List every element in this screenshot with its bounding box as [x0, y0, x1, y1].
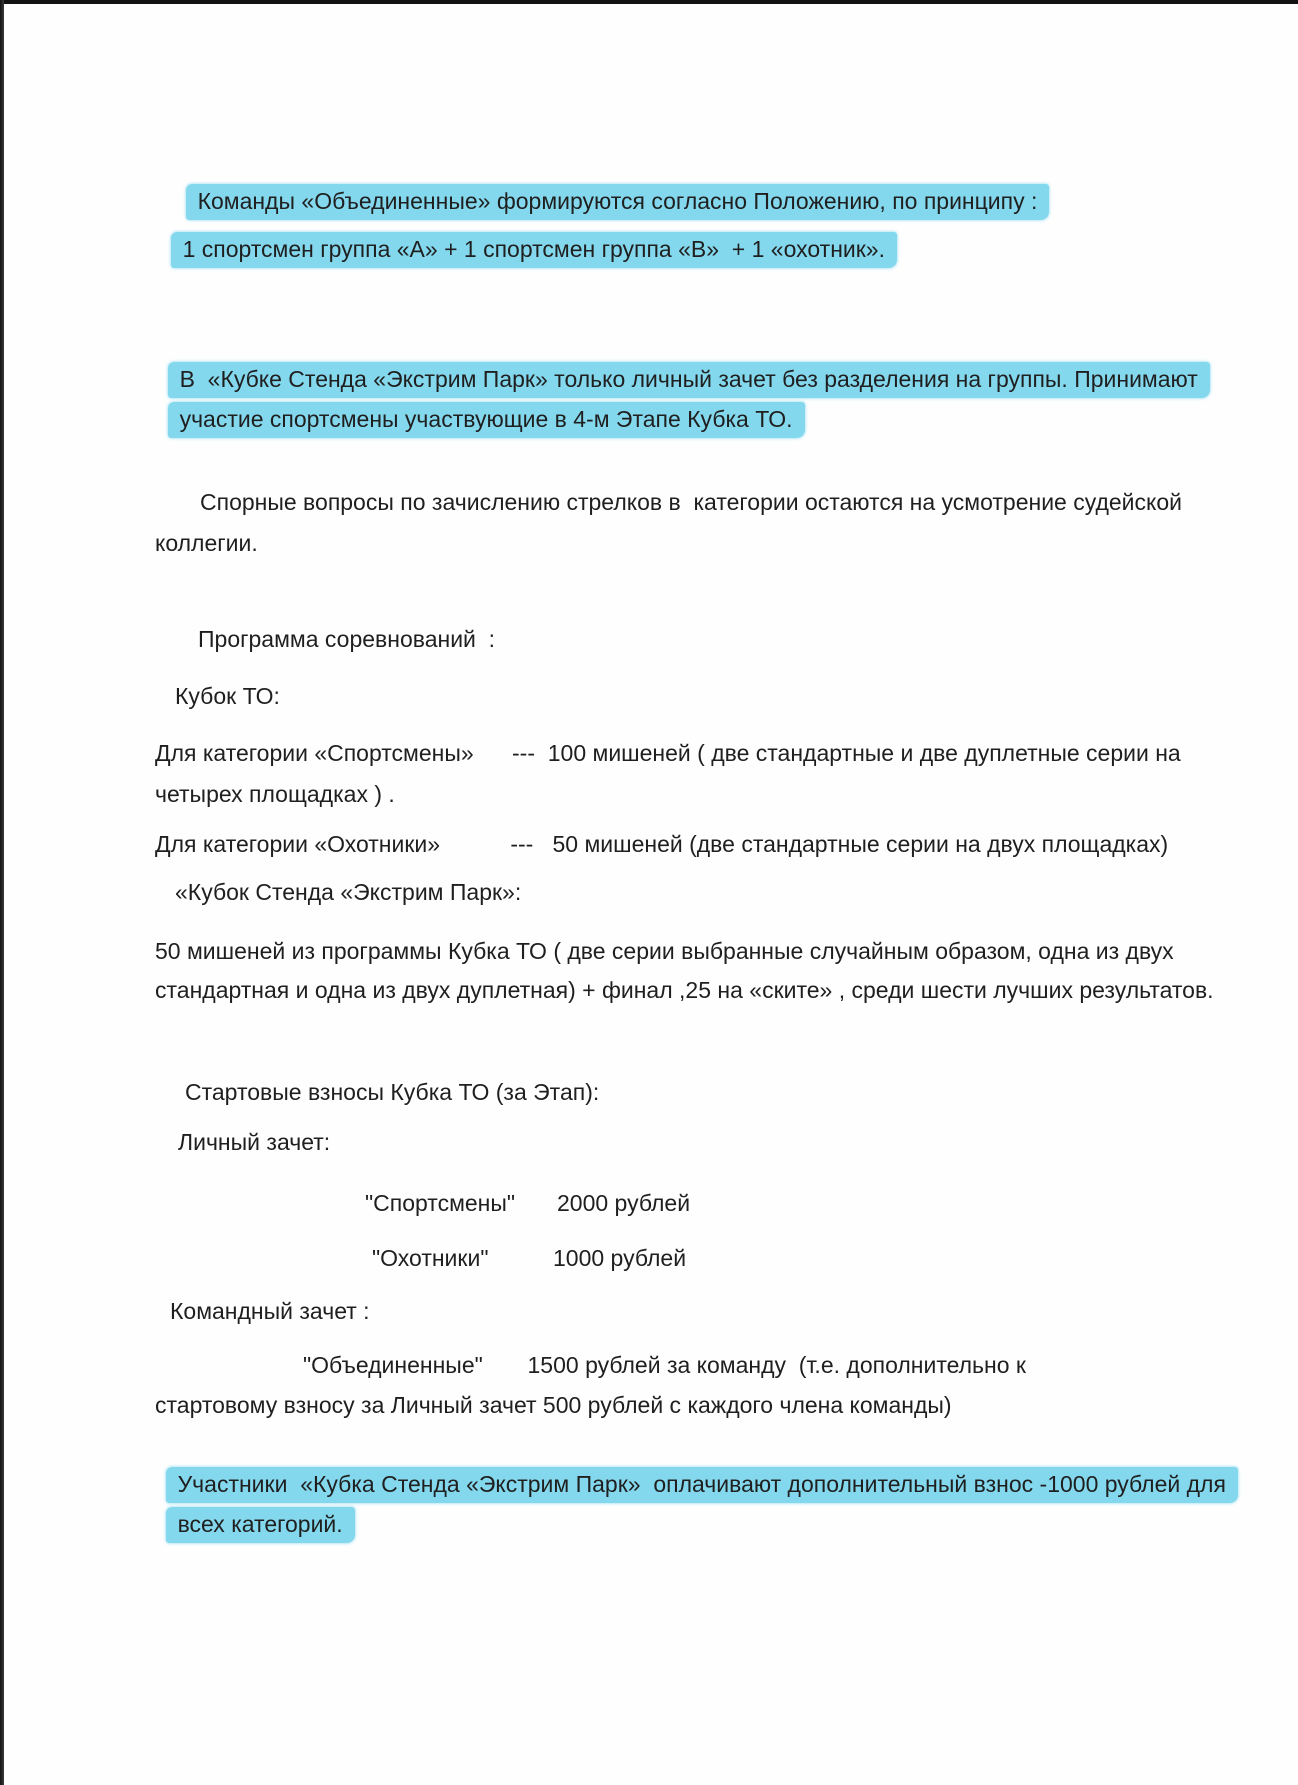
- fee-row-hunters-amount: 1000 рублей: [553, 1245, 687, 1271]
- team-fee-line1: "Объединенные" 1500 рублей за команду (т.е. дополнительно к: [303, 1352, 1026, 1378]
- paragraph-team-formula: [145, 203, 897, 296]
- program-title: Программа соревнований :: [198, 626, 496, 652]
- sportsmen-program-line2: четырех площадках ) .: [155, 781, 395, 807]
- fee-row-hunters-label: "Охотники": [372, 1245, 489, 1271]
- fees-title: Стартовые взносы Кубка ТО (за Этап):: [185, 1079, 600, 1105]
- highlight-extra-fee-line1: Участники «Кубка Стенда «Экстрим Парк» оплачивают дополнительный взнос -1000 рублей для: [166, 1467, 1238, 1503]
- sportsmen-program-line1: Для категории «Спортсмены» --- 100 мишеней ( две стандартные и две дуплетные серии на: [155, 740, 1181, 766]
- cup-to-title: Кубок ТО:: [175, 683, 280, 709]
- extreme-cup-program-line1: 50 мишеней из программы Кубка ТО ( две серии выбранные случайным образом, одна из двух: [155, 938, 1174, 964]
- scan-edge-left: [0, 0, 4, 1785]
- highlight-teams-rule: Команды «Объединенные» формируются согласно Положению, по принципу :: [186, 184, 1050, 220]
- fee-row-sportsmen-label: "Спортсмены": [365, 1190, 516, 1216]
- scan-edge-top: [0, 0, 1298, 4]
- paragraph-disputes-line2: коллегии.: [155, 530, 258, 556]
- paragraph-disputes-line1: Спорные вопросы по зачислению стрелков в категории остаются на усмотрение судейской: [200, 489, 1182, 515]
- hunters-program: Для категории «Охотники» --- 50 мишеней (две стандартные серии на двух площадках): [155, 831, 1169, 857]
- highlight-team-formula: 1 спортсмен группа «А» + 1 спортсмен группа «В» + 1 «охотник».: [171, 232, 897, 268]
- team-score-title: Командный зачет :: [170, 1298, 370, 1324]
- team-fee-line2: стартовому взносу за Личный зачет 500 рублей с каждого члена команды): [155, 1392, 952, 1418]
- paragraph-extreme-only-line2: [142, 373, 805, 466]
- personal-score-title: Личный зачет:: [178, 1129, 331, 1155]
- paragraph-extra-fee-line2: [140, 1478, 355, 1571]
- extreme-cup-program-line2: стандартная и одна из двух дуплетная) + финал ,25 на «ските» , среди шести лучших результатов.: [155, 977, 1214, 1003]
- extreme-cup-title: «Кубок Стенда «Экстрим Парк»:: [175, 879, 522, 905]
- fee-row-sportsmen-amount: 2000 рублей: [557, 1190, 691, 1216]
- highlight-extreme-only-line1: В «Кубке Стенда «Экстрим Парк» только личный зачет без разделения на группы. Принимают: [168, 362, 1210, 398]
- highlight-extra-fee-line2: всех категорий.: [166, 1507, 355, 1543]
- highlight-extreme-only-line2: участие спортсмены участвующие в 4-м Этапе Кубка ТО.: [168, 402, 805, 438]
